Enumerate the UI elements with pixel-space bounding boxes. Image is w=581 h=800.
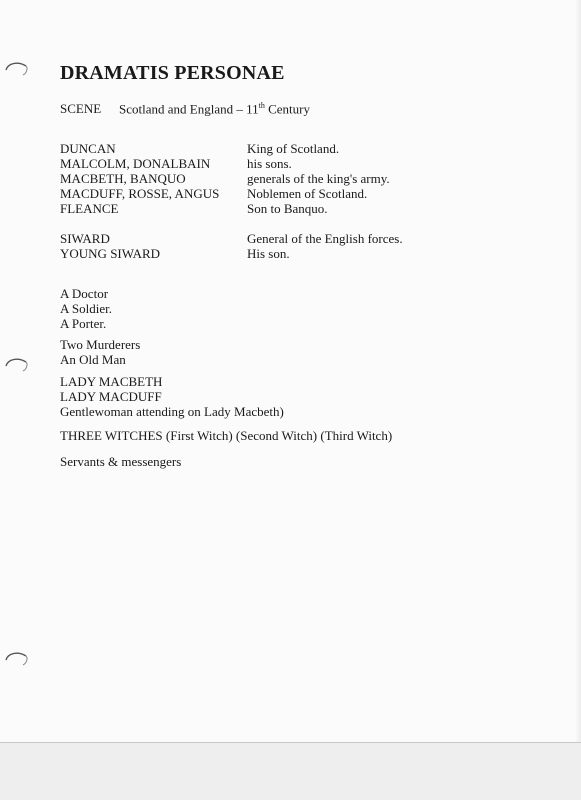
- page-title: DRAMATIS PERSONAE: [60, 62, 285, 84]
- cast-role: Son to Banquo.: [247, 201, 328, 216]
- scene-label: SCENE: [60, 101, 102, 117]
- murderers-list: [60, 337, 140, 367]
- witches-text: THREE WITCHES (First Witch) (Second Witch) (Third Witch): [60, 428, 393, 443]
- scene-setting-superscript: th: [258, 101, 265, 110]
- cast-role: King of Scotland.: [247, 141, 340, 156]
- list-item: Two Murderers: [60, 337, 141, 352]
- scene-line: [60, 101, 310, 117]
- cast-role: General of the English forces.: [247, 231, 403, 246]
- scanner-bed-strip: [0, 742, 581, 800]
- scene-setting: Scotland and England – 11: [119, 101, 259, 117]
- punch-hole-top-icon: [4, 60, 30, 80]
- witches-line: [60, 428, 392, 443]
- list-item: LADY MACBETH: [60, 374, 163, 389]
- servants-line: [60, 454, 181, 469]
- cast-name: FLEANCE: [60, 201, 119, 216]
- scene-setting-suffix: Century: [264, 101, 310, 117]
- servants-text: Servants & messengers: [60, 454, 182, 469]
- list-item: A Doctor: [60, 286, 109, 301]
- list-item: A Porter.: [60, 316, 107, 331]
- cast-role: His son.: [247, 246, 290, 261]
- list-item: LADY MACDUFF: [60, 389, 162, 404]
- punch-hole-bottom-icon: [4, 650, 30, 670]
- cast-name: DUNCAN: [60, 141, 116, 156]
- cast-name: SIWARD: [60, 231, 110, 246]
- cast-role: his sons.: [247, 156, 292, 171]
- list-item: An Old Man: [60, 352, 126, 367]
- cast-role: Noblemen of Scotland.: [247, 186, 368, 201]
- cast-name: MACDUFF, ROSSE, ANGUS: [60, 186, 220, 201]
- punch-hole-middle-icon: [4, 356, 30, 376]
- cast-name: YOUNG SIWARD: [60, 246, 161, 261]
- ladies-list: [60, 374, 284, 419]
- cast-name: MACBETH, BANQUO: [60, 171, 186, 186]
- cast-role: generals of the king's army.: [247, 171, 390, 186]
- list-item: Gentlewoman attending on Lady Macbeth): [60, 404, 284, 419]
- minor-roles-list: [60, 286, 112, 331]
- list-item: A Soldier.: [60, 301, 113, 316]
- page-edge-shadow: [575, 0, 581, 742]
- cast-name: MALCOLM, DONALBAIN: [60, 156, 211, 171]
